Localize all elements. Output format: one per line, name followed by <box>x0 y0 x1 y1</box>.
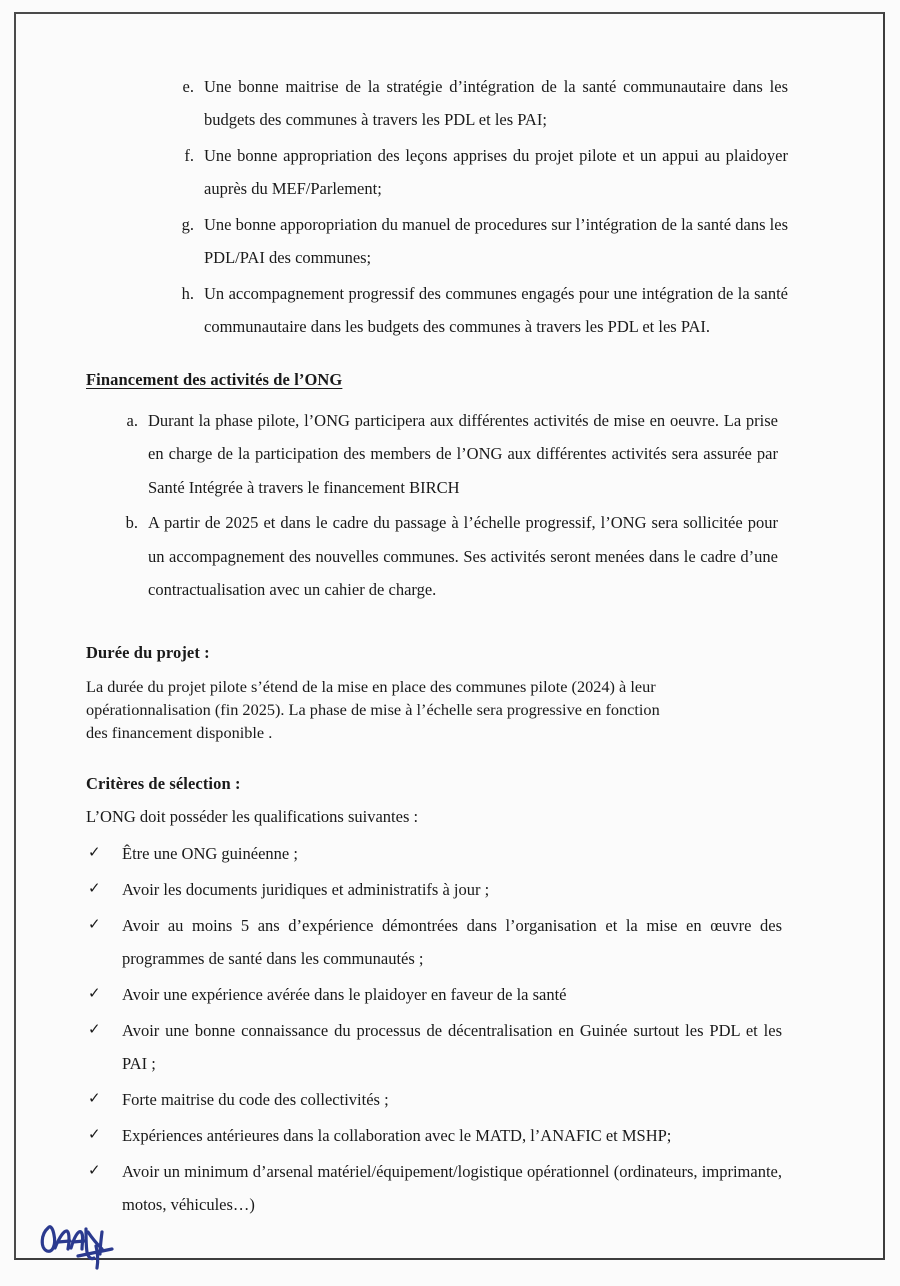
financing-alpha-list <box>86 404 840 607</box>
check-icon: ✓ <box>88 878 101 897</box>
section-heading-criteres: Critères de sélection : <box>86 774 241 794</box>
check-icon: ✓ <box>88 842 101 861</box>
list-item <box>86 1155 840 1221</box>
check-icon: ✓ <box>88 1160 101 1179</box>
list-item-text: Avoir une expérience avérée dans le plaidoyer en faveur de la santé <box>122 984 567 1004</box>
list-item <box>86 277 840 344</box>
list-item <box>86 70 840 137</box>
check-icon: ✓ <box>88 1019 101 1038</box>
signature-icon <box>36 1218 156 1274</box>
check-icon: ✓ <box>88 983 101 1002</box>
list-marker: e. <box>182 77 194 96</box>
list-item-text: Une bonne apporopriation du manuel de procedures sur l’intégration de la santé dans les PDL/PAI des communes; <box>204 214 788 268</box>
list-marker: h. <box>181 283 194 303</box>
list-item-text: Avoir les documents juridiques et administratifs à jour ; <box>122 879 490 899</box>
list-marker: b. <box>125 513 138 533</box>
list-item-text: Un accompagnement progressif des communes engagés pour une intégration de la santé communautaire dans les budgets des communes à travers les PDL et les PAI. <box>204 283 788 337</box>
list-item-text: Être une ONG guinéenne ; <box>122 843 298 863</box>
section-heading-financement: Financement des activités de l’ONG <box>86 369 343 389</box>
list-item <box>86 873 840 906</box>
list-item <box>86 208 840 275</box>
check-icon: ✓ <box>88 1088 101 1107</box>
continued-alpha-list <box>86 70 840 344</box>
list-item-text: Avoir une bonne connaissance du processus de décentralisation en Guinée surtout les PDL et les PAI ; <box>122 1020 782 1073</box>
list-item <box>86 139 840 206</box>
list-item <box>86 1119 840 1152</box>
list-item <box>86 1083 840 1116</box>
section-heading-duree: Durée du projet : <box>86 642 210 662</box>
signature-mark <box>36 1218 156 1274</box>
list-item-text: Une bonne maitrise de la stratégie d’intégration de la santé communautaire dans les budgets des communes à travers les PDL et les PAI; <box>204 77 788 130</box>
list-item-text: Une bonne appropriation des leçons apprises du projet pilote et un appui au plaidoyer auprès du MEF/Parlement; <box>204 145 788 199</box>
list-marker: g. <box>181 214 194 234</box>
list-item <box>86 404 840 504</box>
list-item <box>86 506 840 606</box>
list-marker: f. <box>184 145 194 165</box>
list-item <box>86 837 840 870</box>
list-item-text: Avoir au moins 5 ans d’expérience démontrées dans l’organisation et la mise en œuvre des programmes de santé dans les communautés ; <box>122 915 782 968</box>
list-item-text: Durant la phase pilote, l’ONG participera aux différentes activités de mise en oeuvre. La prise en charge de la participation des members de l’ONG aux différentes activités sera assurée par Santé Intégrée à travers le financement BIRCH <box>148 410 778 497</box>
list-marker: a. <box>126 410 138 430</box>
list-item <box>86 1014 840 1080</box>
criteria-check-list <box>86 837 840 1221</box>
duration-paragraph: La durée du projet pilote s’étend de la mise en place des communes pilote (2024) à leur opérationnalisation (fin 2025). La phase de mise à l’échelle sera progressive en fonction des financement disponible . <box>86 676 660 743</box>
list-item-text: Avoir un minimum d’arsenal matériel/équipement/logistique opérationnel (ordinateurs, imprimante, motos, véhicules…) <box>122 1161 782 1214</box>
criteria-lead-text: L’ONG doit posséder les qualifications suivantes : <box>86 807 419 827</box>
check-icon: ✓ <box>88 1124 101 1143</box>
list-item-text: Forte maitrise du code des collectivités ; <box>122 1089 389 1109</box>
list-item-text: A partir de 2025 et dans le cadre du passage à l’échelle progressif, l’ONG sera sollicitée pour un accompagnement des nouvelles communes. Ses activités seront menées dans le cadre d’une contractualisation avec un cahier de charge. <box>148 513 778 600</box>
check-icon: ✓ <box>88 914 101 933</box>
list-item <box>86 909 840 975</box>
list-item-text: Expériences antérieures dans la collaboration avec le MATD, l’ANAFIC et MSHP; <box>122 1125 672 1145</box>
list-item <box>86 978 840 1011</box>
